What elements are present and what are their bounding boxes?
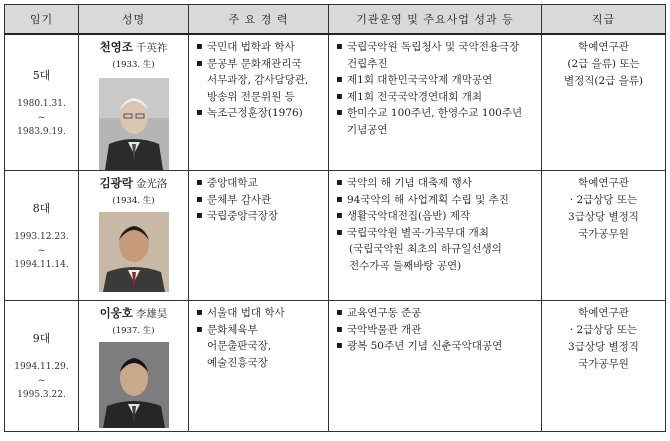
grade-cell [542, 301, 666, 432]
term-label: 9대 [32, 332, 51, 345]
grade-line: 별정직(2급 을류) [563, 75, 644, 87]
career-cell [189, 34, 329, 171]
table-row [5, 171, 666, 301]
term-start: 1994.11.29. [14, 362, 69, 372]
career-cell [189, 171, 329, 301]
career-item: ▪ 국립중앙극장장 [195, 208, 324, 225]
header-name: 성명 [79, 5, 189, 35]
person-hanja: 千英祚 [135, 42, 168, 54]
career-list [189, 171, 328, 225]
table-row [5, 34, 666, 171]
person-hanja: 李雄昊 [135, 308, 168, 320]
header-career: 주 요 경 력 [189, 5, 329, 35]
achievements-cell [329, 301, 542, 432]
person-born: (1933. 生) [112, 60, 155, 70]
grade-line: 3급상당 별정직 [568, 211, 639, 223]
achievement-item: ▪ 국립국악원 독립청사 및 국악전용극장 건립추진 [335, 39, 537, 72]
header-term: 임기 [5, 5, 79, 35]
career-item: ▪ 녹조근정훈장(1976) [195, 105, 324, 122]
portrait-photo [99, 212, 169, 292]
grade-cell [542, 171, 666, 301]
career-cell [189, 301, 329, 432]
person-name: 천영조 [99, 40, 133, 54]
achievements-list [329, 171, 541, 274]
achievements-cell [329, 34, 542, 171]
achievement-item: ▪ 교육연구동 준공 [335, 305, 537, 322]
term-cell [5, 171, 79, 301]
achievement-item: ▪ 생활국악대전집(음반) 제작 [335, 208, 537, 225]
term-separator: ~ [37, 376, 46, 386]
career-item: ▪ 문화체육부 어문출판국장, 예술진흥국장 [195, 322, 324, 372]
career-item: ▪ 국민대 법학과 학사 [195, 39, 324, 56]
term-end: 1994.11.14. [14, 259, 69, 270]
grade-line: 국가공무원 [578, 228, 629, 240]
term-separator: ~ [37, 112, 46, 123]
grade-line: 3급상당 별정직 [568, 341, 639, 353]
achievements-list [329, 35, 541, 138]
grade-line: (2급 을류) 또는 [567, 58, 640, 70]
achievement-note: (국립국악원 최초의 하규일선생의 전수가곡 둘째바탕 공연) [349, 243, 502, 272]
table-row [5, 301, 666, 432]
term-end: 1983.9.19. [17, 126, 66, 137]
achievement-item: ▪ 국악의 해 기념 대축제 행사 [335, 175, 537, 192]
person-name-line [79, 39, 188, 55]
career-list [189, 301, 328, 371]
term-label: 5대 [32, 68, 51, 82]
grade-line: 국가공무원 [578, 358, 629, 370]
grade-cell [542, 34, 666, 171]
term-end: 1995.3.22. [17, 390, 66, 400]
achievement-item: ▪ 국악박물관 개관 [335, 322, 537, 339]
achievement-item: ▪ 제1회 대한민국국악제 개막공연 [335, 72, 537, 89]
header-achievements: 기관운영 및 주요사업 성과 등 [329, 5, 542, 35]
career-item: ▪ 문공부 문화재관리국 서무과장, 감사담당관, 방송위 전문위원 등 [195, 56, 324, 106]
career-item: ▪ 서울대 법대 학사 [195, 305, 324, 322]
achievement-item: ▪ 94국악의 해 사업계획 수립 및 추진 [335, 192, 537, 209]
career-list [189, 35, 328, 122]
term-start: 1980.1.31. [17, 98, 66, 109]
directors-table [4, 4, 666, 432]
person-name: 이웅호 [99, 306, 133, 320]
grade-line: · 2급상당 또는 [569, 194, 638, 206]
achievement-item: ▪ 광복 50주년 기념 신춘국악대공연 [335, 338, 537, 355]
career-item: ▪ 문체부 감사관 [195, 192, 324, 209]
portrait-photo [99, 78, 169, 170]
grade-line: 학예연구관 [578, 41, 629, 53]
person-cell [79, 34, 189, 171]
person-name-line [79, 175, 188, 191]
person-name: 김광락 [99, 176, 133, 190]
term-cell [5, 34, 79, 171]
person-name-line [79, 305, 188, 321]
term-start: 1993.12.23. [14, 231, 69, 242]
achievement-item: ▪ 국립국악원 별곡·가곡무대 개최 [335, 225, 537, 242]
achievement-item: ▪ 한미수교 100주년, 한영수교 100주년 기념공연 [335, 105, 537, 138]
career-item: ▪ 중앙대학교 [195, 175, 324, 192]
grade-line: 학예연구관 [578, 177, 629, 189]
person-cell [79, 171, 189, 301]
person-cell [79, 301, 189, 432]
term-label: 8대 [32, 201, 51, 215]
portrait-photo [99, 342, 169, 428]
term-separator: ~ [37, 245, 46, 256]
grade-line: · 2급상당 또는 [569, 324, 638, 336]
person-born: (1937. 生) [112, 326, 155, 336]
achievement-item: ▪ 제1회 전국국악경연대회 개최 [335, 89, 537, 106]
person-hanja: 金光洛 [135, 178, 168, 190]
person-born: (1934. 生) [112, 196, 155, 206]
achievements-list [329, 301, 541, 355]
grade-line: 학예연구관 [578, 307, 629, 319]
header-grade: 직급 [542, 5, 666, 35]
term-cell [5, 301, 79, 432]
header-row [5, 5, 666, 35]
achievements-cell [329, 171, 542, 301]
